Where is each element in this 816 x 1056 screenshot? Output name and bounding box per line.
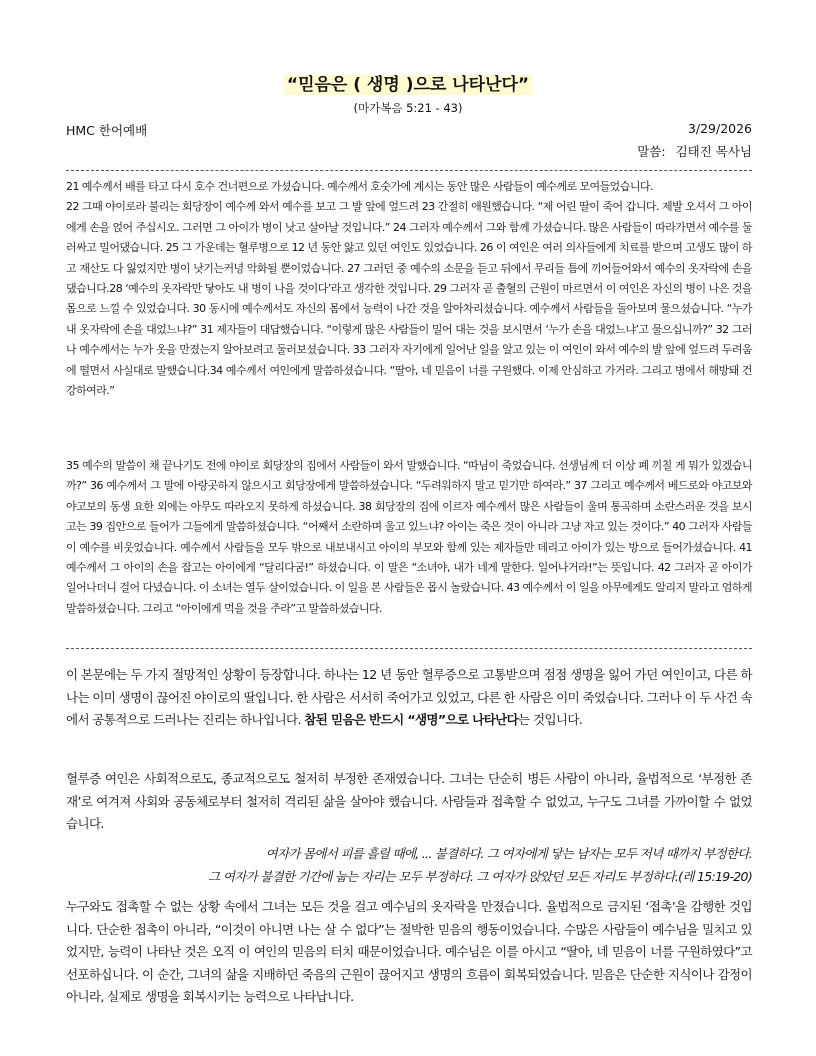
paragraph-text: 누구와도 접촉할 수 없는 상황 속에서 그녀는 모든 것을 걸고 예수님의 옷자락을 만졌습니다. 율법적으로 금지된 ‘접촉’을 감행한 것입니다. 단순한 접촉이 아니라, “이것이 아니면 나는 살 수 없다”는 절박한 믿음의 행동이었습니다. 수많은 사람들이 예수님을 밀치고 있었지만, 능력이 나타난 것은 오직 이 여인의 믿음의 터치 때문이었습니다. 예수님은 이를 아시고 “딸아, 네 믿음이 너를 구원하였다”고 선포하십니다. 이 순간, 그녀의 삶을 지배하던 죽음의 근원이 끊어지고 생명의 흐름이 회복되었습니다. 믿음은 단순한 지식이나 감정이 아니라, 실제로 생명을 회복시키는 능력으로 나타납니다. bbox=[66, 899, 752, 1004]
divider-bottom bbox=[66, 648, 752, 649]
service-date: 3/29/2026 bbox=[687, 121, 752, 136]
paragraph-text: 이 본문에는 두 가지 절망적인 상황이 등장합니다. 하나는 12 년 동안 혈루증으로 고통받으며 점점 생명을 잃어 가던 여인이고, 다른 하나는 이미 생명이 끊어진 야이로의 딸입니다. 한 사람은 서서히 죽어가고 있었고, 다른 한 사람은 이미 죽었습니다. 그러나 이 두 사건 속에서 공통적으로 드러나는 진리는 하나입니다. bbox=[66, 667, 752, 727]
sermon-title-text: “믿음은 ( 생명 )으로 나타난다” bbox=[284, 75, 532, 95]
preacher bbox=[637, 142, 752, 160]
paragraph-text: 혈루증 여인은 사회적으로도, 종교적으로도 철저히 부정한 존재였습니다. 그녀는 단순히 병든 사람이 아니라, 율법적으로 ‘부정한 존재’로 여겨져 사회와 공동체로부터 철저히 격리된 삶을 살아야 했습니다. 사람들과 접촉할 수 없었고, 누구도 그녀를 가까이할 수 없었습니다. bbox=[66, 771, 752, 831]
preacher-name: 김태진 목사님 bbox=[675, 144, 752, 159]
scripture-paragraph: 21 예수께서 배를 타고 다시 호수 건너편으로 가셨습니다. 예수께서 호숫가에 계시는 동안 많은 사람들이 예수께로 모여들었습니다. bbox=[66, 180, 653, 193]
scripture-quote bbox=[72, 843, 752, 888]
divider-top bbox=[66, 170, 752, 171]
paragraph-text-end: 는 것입니다. bbox=[518, 712, 583, 727]
service-name: HMC 한어예배 bbox=[66, 123, 148, 138]
sermon-paragraph-2 bbox=[66, 768, 752, 836]
scripture-block-2 bbox=[66, 456, 752, 619]
quote-line-2: 그 여자가 불결한 기간에 눕는 자리는 모두 부정하다. 그 여자가 앉았던 모든 자리도 부정하다.(레 15:19-20) bbox=[208, 868, 752, 884]
sermon-paragraph-1 bbox=[66, 664, 752, 732]
scripture-reference: (마가복음 5:21 - 43) bbox=[353, 101, 463, 115]
sermon-paragraph-3 bbox=[66, 896, 752, 1009]
scripture-paragraph: 35 예수의 말씀이 채 끝나기도 전에 야이로 회당장의 집에서 사람들이 와서 말했습니다. “따님이 죽었습니다. 선생님께 더 이상 폐 끼칠 게 뭐가 있겠습니까?” 36 예수께서 그 말에 아랑곳하지 않으시고 회당장에게 말씀하셨습니다. “두려워하지 말고 믿기만 하여라.” 37 그리고 예수께서 베드로와 야고보와 야고보의 동생 요한 외에는 아무도 따라오지 못하게 하셨습니다. 38 회당장의 집에 이르자 예수께서 많은 사람들이 울며 통곡하며 소란스러운 것을 보시고는 39 집안으로 들어가 그들에게 말씀하셨습니다. “어째서 소란하며 울고 있느냐? 아이는 죽은 것이 아니라 그냥 자고 있는 것이다.” 40 그러자 사람들이 예수를 비웃었습니다. 예수께서 사람들을 모두 밖으로 내보내시고 아이의 부모와 함께 있는 제자들만 데리고 아이가 있는 방으로 들어가셨습니다. 41 예수께서 그 아이의 손을 잡고는 아이에게 “달리다굼!” 하셨습니다. 이 말은 “소녀야, 내가 네게 말한다. 일어나거라!”는 뜻입니다. 42 그러자 곧 아이가 일어나더니 걸어 다녔습니다. 이 소녀는 열두 살이었습니다. 이 일을 본 사람들은 몹시 놀랐습니다. 43 예수께서 이 일을 아무에게도 알리지 말라고 엄하게 말씀하셨습니다. 그리고 “아이에게 먹을 것을 주라”고 말씀하셨습니다. bbox=[66, 459, 752, 615]
scripture-paragraph: 22 그때 야이로라 불리는 회당장이 예수께 와서 예수를 보고 그 발 앞에 엎드려 23 간절히 애원했습니다. “제 어린 딸이 죽어 갑니다. 제발 오셔서 그 아이에게 손을 얹어 주십시오. 그러면 그 아이가 병이 낫고 살아날 것입니다.” 24 그러자 예수께서 그와 함께 가셨습니다. 많은 사람들이 따라가면서 예수를 둘러싸고 밀어댔습니다. 25 그 가운데는 혈루병으로 12 년 동안 앓고 있던 여인도 있었습니다. 26 이 여인은 여러 의사들에게 치료를 받으며 고생도 많이 하고 재산도 다 잃었지만 병이 낫기는커녕 악화될 뿐이었습니다. 27 그러던 중 예수의 소문을 듣고 뒤에서 무리들 틈에 끼어들어와서 예수의 옷자락에 손을 댔습니다.28 ‘예수의 옷자락만 닿아도 내 병이 나을 것이다’라고 생각한 것입니다. 29 그러자 곧 출혈의 근원이 마르면서 이 여인은 자신의 병이 나은 것을 몸으로 느낄 수 있었습니다. 30 동시에 예수께서도 자신의 몸에서 능력이 나간 것을 알아차리셨습니다. 예수께서 사람들을 돌아보며 물으셨습니다. “누가 내 옷자락에 손을 대었느냐?” 31 제자들이 대답했습니다. “이렇게 많은 사람들이 밀어 대는 것을 보시면서 ‘누가 손을 대었느냐’고 물으십니까?” 32 그러나 예수께서는 누가 옷을 만졌는지 알아보려고 둘러보셨습니다. 33 그러자 자기에게 일어난 일을 알고 있는 이 여인이 와서 예수의 발 앞에 엎드려 두려움에 떨면서 사실대로 말했습니다.34 예수께서 여인에게 말씀하셨습니다. “딸아, 네 믿음이 너를 구원했다. 이제 안심하고 가거라. 그리고 병에서 해방돼 건강하여라.” bbox=[66, 200, 752, 398]
sermon-title bbox=[0, 73, 816, 97]
quote-line-1: 여자가 몸에서 피를 흘릴 때에, ... 불결하다. 그 여자에게 닿는 남자는 모두 저녁 때까지 부정한다. bbox=[265, 846, 752, 861]
preacher-label: 말씀: bbox=[637, 144, 666, 159]
scripture-block-1 bbox=[66, 177, 752, 401]
key-statement: 참된 믿음은 반드시 “생명”으로 나타난다 bbox=[304, 712, 519, 727]
